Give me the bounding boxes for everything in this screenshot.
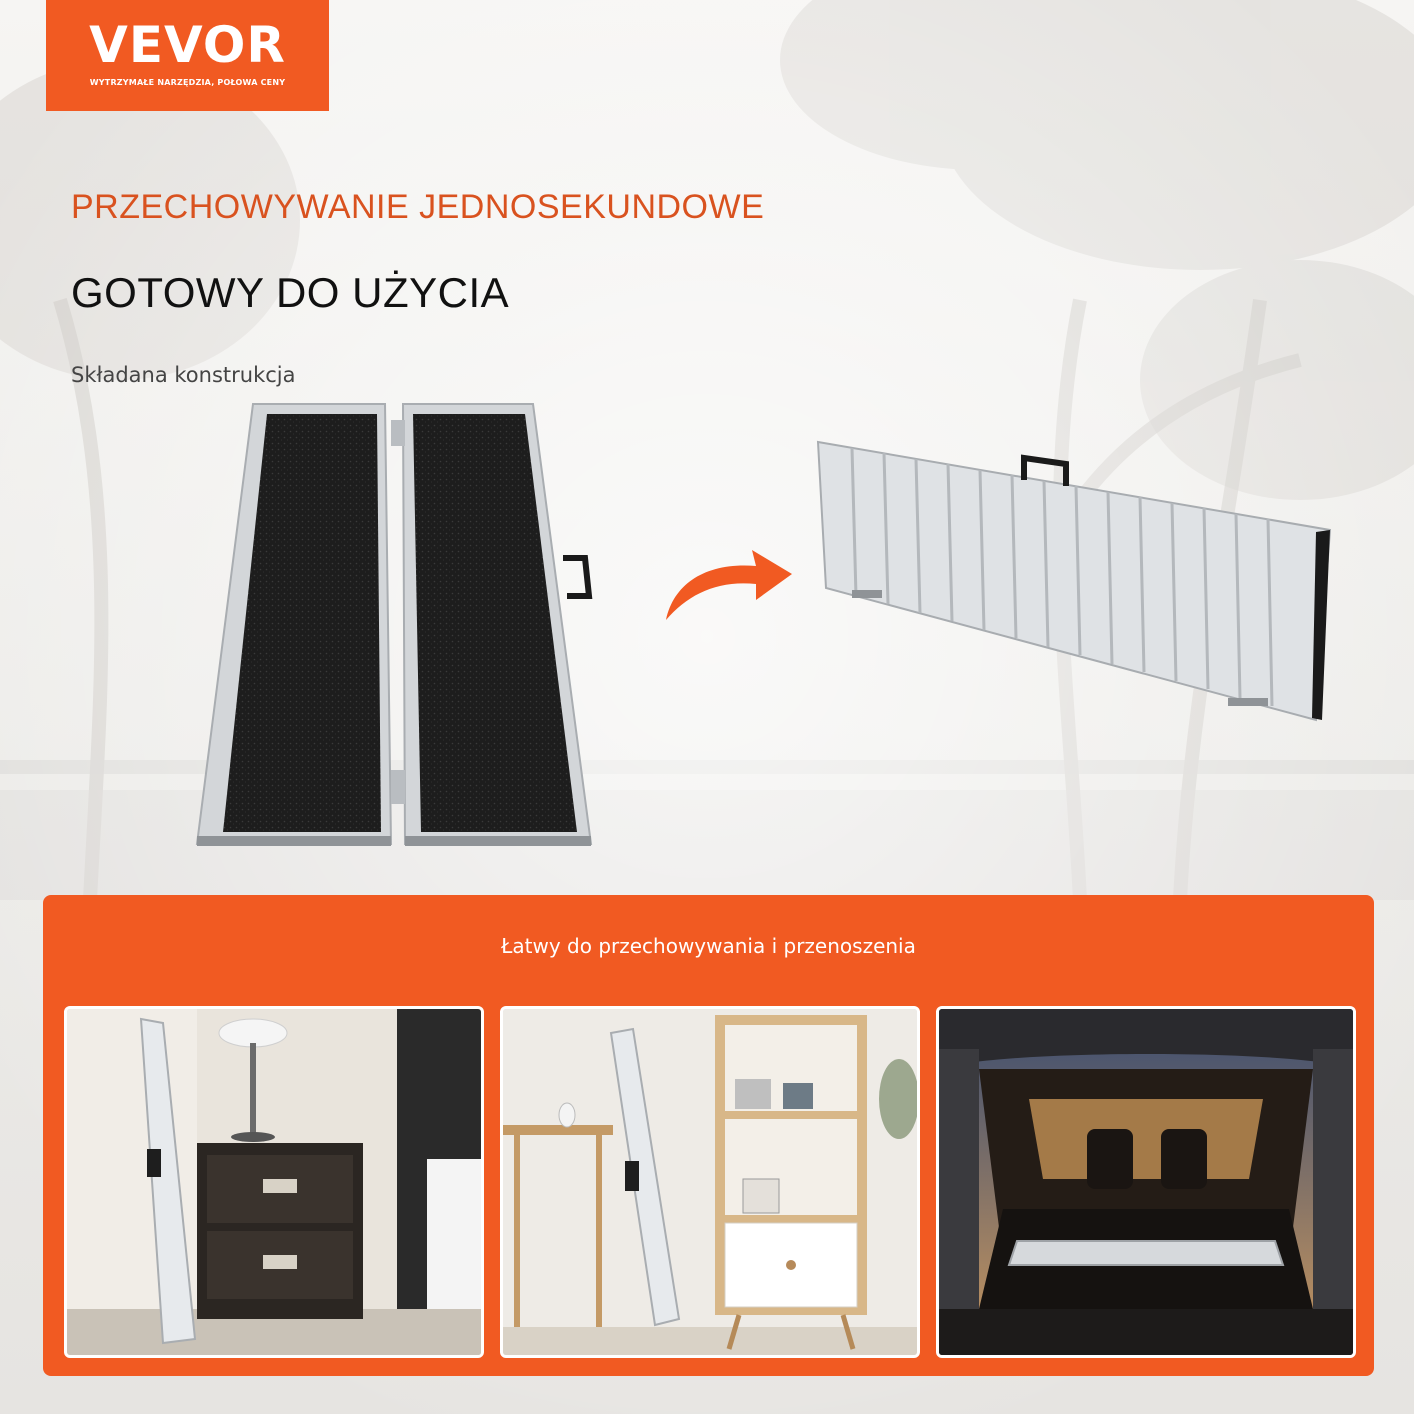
- folded-ramp-image: [812, 436, 1340, 722]
- logo-wordmark: VEVOR: [89, 16, 286, 74]
- unfolded-ramp-image: [193, 400, 595, 848]
- headline: PRZECHOWYWANIE JEDNOSEKUNDOWE: [71, 188, 765, 226]
- fold-arrow-icon: [660, 544, 796, 624]
- vevor-logo: [46, 0, 329, 111]
- car-trunk-storage-photo: [936, 1006, 1356, 1358]
- bedroom-storage-photo: [64, 1006, 484, 1358]
- logo-tagline: WYTRZYMAŁE NARZĘDZIA, POŁOWA CENY: [89, 78, 286, 87]
- feature-caption: Składana konstrukcja: [71, 363, 296, 387]
- storage-panel: [43, 895, 1374, 1376]
- living-room-storage-photo: [500, 1006, 920, 1358]
- sub-headline: GOTOWY DO UŻYCIA: [71, 269, 510, 316]
- storage-panel-title: Łatwy do przechowywania i przenoszenia: [501, 934, 916, 958]
